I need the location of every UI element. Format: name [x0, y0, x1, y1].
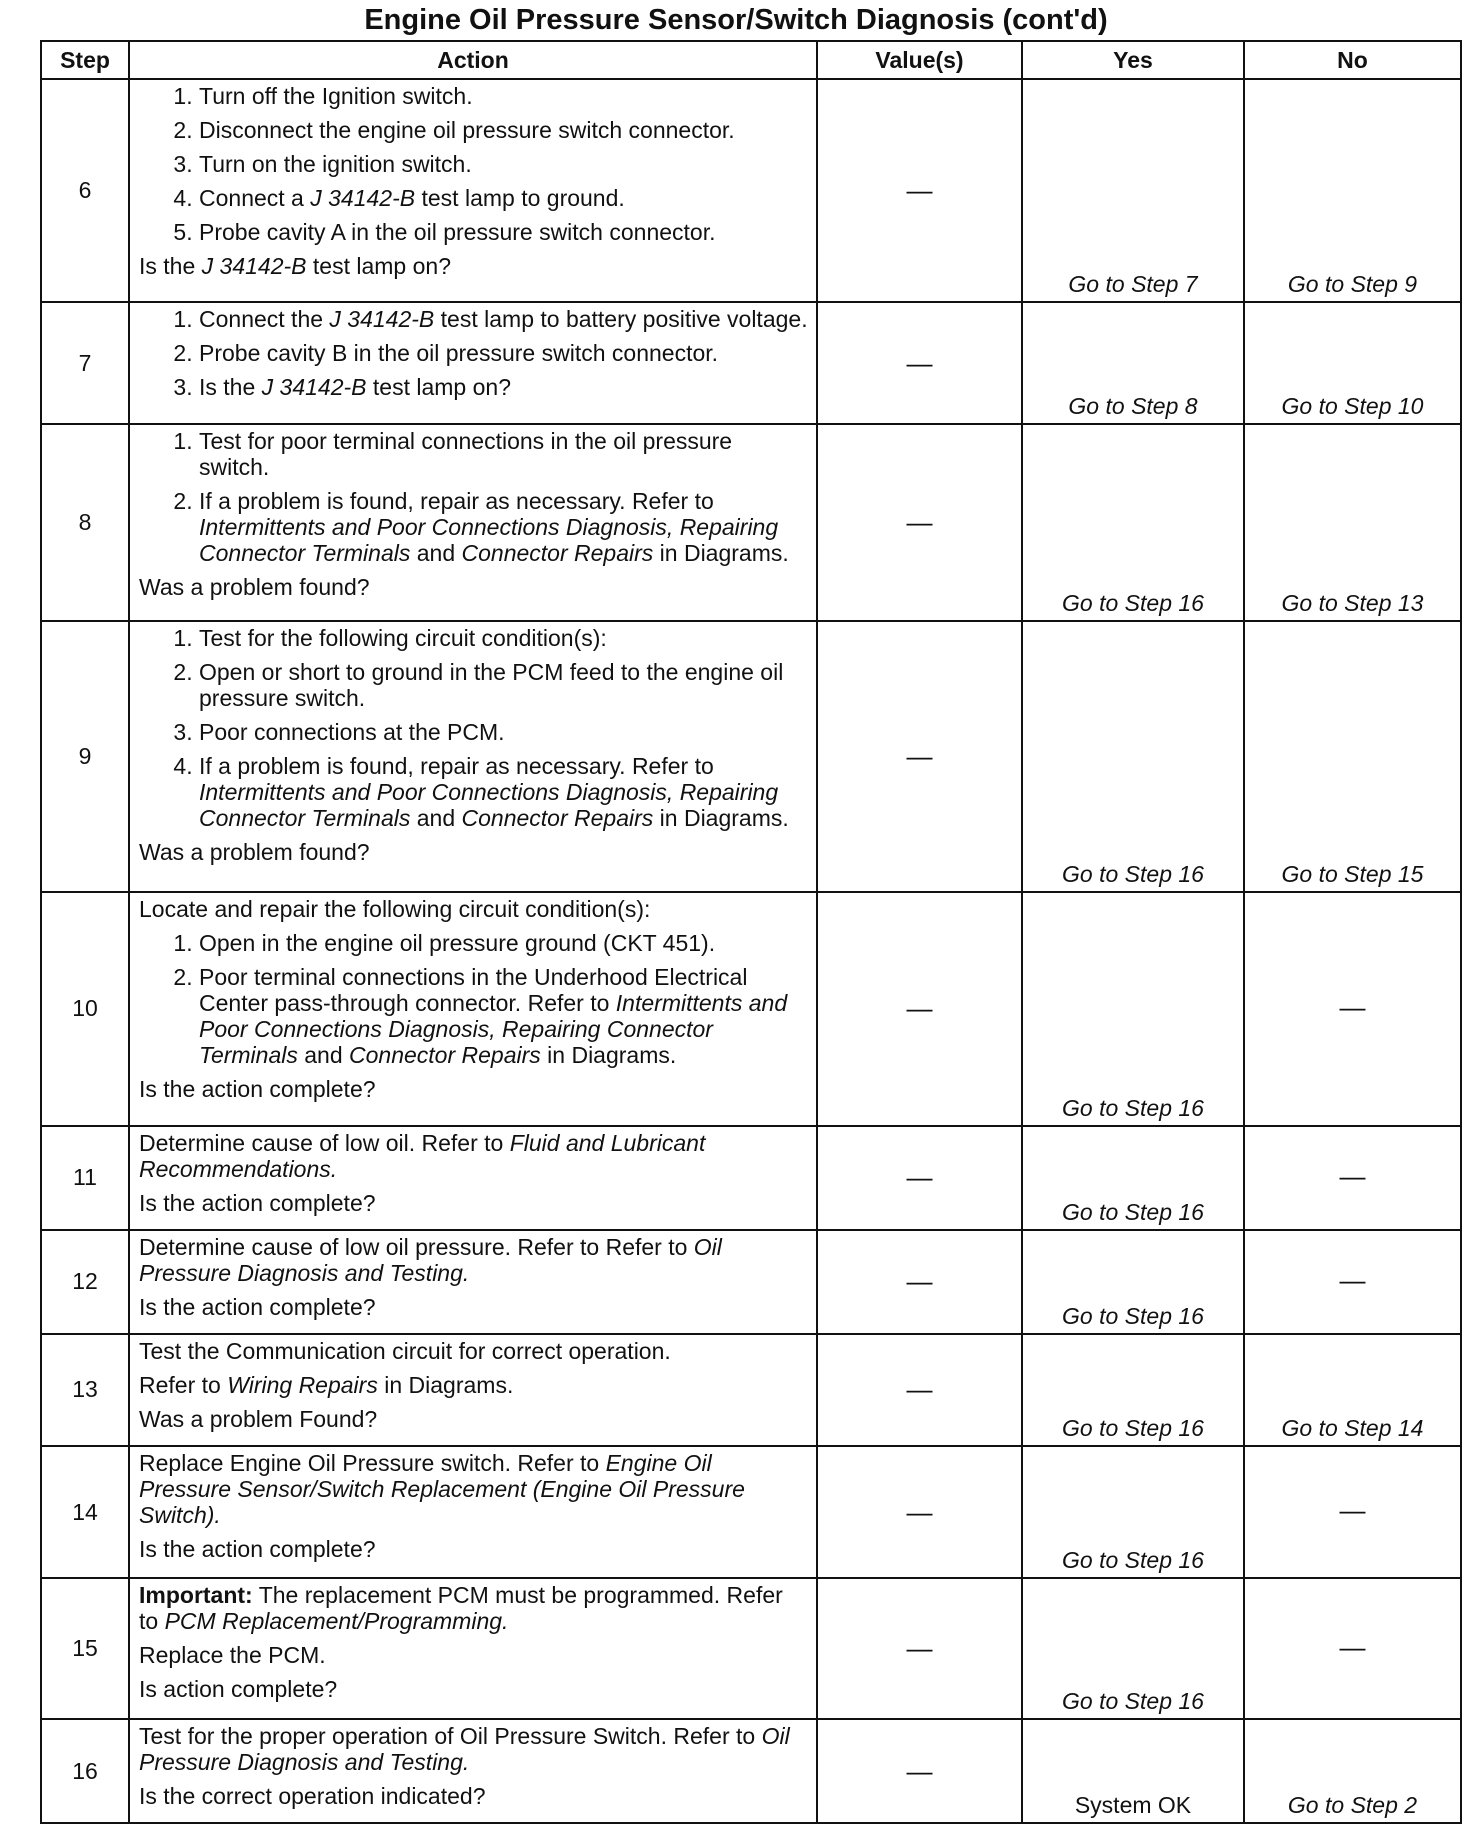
step-number: 14	[41, 1446, 129, 1578]
text-run: Determine cause of low oil pressure. Refer to Refer to	[139, 1233, 694, 1260]
text-run: and	[410, 805, 462, 832]
no-result: Go to Step 9	[1244, 79, 1461, 302]
action-paragraph	[139, 1723, 808, 1775]
text-run: test lamp to ground.	[415, 185, 625, 211]
action-cell	[129, 892, 817, 1126]
italic-reference: Intermittents and Poor Connections Diagnosis, Repairing Connector Terminals	[199, 514, 779, 567]
action-paragraph	[139, 1536, 808, 1562]
italic-reference: J 34142-B	[261, 374, 367, 400]
text-run: Probe cavity B in the oil pressure switch connector.	[199, 340, 719, 366]
action-cell	[129, 79, 817, 302]
action-steps-list	[139, 306, 808, 400]
text-run: Test for the proper operation of Oil Pressure Switch. Refer to	[139, 1723, 762, 1749]
yes-result: Go to Step 16	[1022, 424, 1244, 621]
text-run: in Diagrams.	[377, 1371, 514, 1398]
text-run: Test for poor terminal connections in the oil pressure switch.	[199, 428, 733, 481]
text-run: Was a problem found?	[139, 839, 370, 866]
text-run: If a problem is found, repair as necessary. Refer to	[199, 488, 714, 515]
action-question	[139, 1076, 808, 1102]
text-run: Is the action complete?	[139, 1075, 376, 1102]
italic-reference: PCM Replacement/Programming.	[164, 1608, 509, 1635]
step-number: 13	[41, 1334, 129, 1447]
italic-reference: J 34142-B	[310, 185, 416, 211]
no-result: Go to Step 10	[1244, 302, 1461, 424]
text-run: Is the	[199, 374, 262, 400]
action-question	[139, 253, 808, 279]
text-run: in Diagrams.	[540, 1041, 677, 1068]
text-run: test lamp on?	[306, 253, 451, 279]
text-run: Turn off the Ignition switch.	[199, 83, 473, 109]
text-run: Poor terminal connections in the Underhood Electrical Center pass-through connector. Refer to	[199, 963, 748, 1016]
table-row	[41, 621, 1461, 892]
yes-result: Go to Step 16	[1022, 1126, 1244, 1230]
text-run: Replace Engine Oil Pressure switch. Refer to	[139, 1450, 606, 1477]
italic-reference: Connector Repairs	[461, 805, 654, 832]
text-run: Connect the	[199, 306, 330, 332]
yes-result: Go to Step 8	[1022, 302, 1244, 424]
action-paragraph	[139, 1582, 808, 1634]
value-cell: —	[817, 1719, 1022, 1823]
action-steps-list	[139, 930, 808, 1068]
text-run: Is the correct operation indicated?	[139, 1783, 486, 1809]
value-cell: —	[817, 1126, 1022, 1230]
action-paragraph	[139, 1190, 808, 1216]
text-run: and	[410, 540, 462, 567]
action-cell	[129, 302, 817, 424]
action-step-item	[199, 151, 808, 177]
italic-reference: J 34142-B	[201, 253, 307, 279]
text-run: Is the	[139, 253, 202, 279]
action-step-item	[199, 117, 808, 143]
action-paragraph	[139, 1450, 808, 1528]
text-run: Was a problem found?	[139, 574, 370, 601]
action-step-item	[199, 753, 808, 831]
text-run: Replace the PCM.	[139, 1642, 326, 1669]
action-paragraph	[139, 1783, 808, 1809]
italic-reference: Oil Pressure Diagnosis and Testing.	[139, 1723, 790, 1775]
value-cell: —	[817, 1334, 1022, 1447]
value-cell: —	[817, 1578, 1022, 1719]
action-step-item	[199, 719, 808, 745]
action-steps-list	[139, 428, 808, 566]
action-step-item	[199, 374, 808, 400]
header-values: Value(s)	[817, 41, 1022, 79]
value-cell: —	[817, 1446, 1022, 1578]
text-run: and	[297, 1041, 350, 1068]
action-step-item	[199, 488, 808, 566]
text-run: test lamp to battery positive voltage.	[434, 306, 808, 332]
step-number: 16	[41, 1719, 129, 1823]
action-step-item	[199, 625, 808, 651]
action-paragraph	[139, 1234, 808, 1286]
yes-result: Go to Step 16	[1022, 892, 1244, 1126]
action-cell	[129, 1126, 817, 1230]
text-run: Turn on the ignition switch.	[199, 151, 472, 177]
action-paragraph	[139, 1642, 808, 1668]
text-run: in Diagrams.	[653, 540, 789, 567]
action-cell	[129, 424, 817, 621]
table-row	[41, 1578, 1461, 1719]
step-number: 10	[41, 892, 129, 1126]
step-number: 11	[41, 1126, 129, 1230]
italic-reference: Intermittents and Poor Connections Diagnosis, Repairing Connector Terminals	[199, 989, 788, 1068]
text-run: Is the action complete?	[139, 1189, 376, 1216]
action-question	[139, 839, 808, 865]
action-steps-list	[139, 625, 808, 831]
no-result: —	[1244, 1230, 1461, 1334]
italic-reference: Oil Pressure Diagnosis and Testing.	[139, 1233, 722, 1286]
step-number: 9	[41, 621, 129, 892]
header-no: No	[1244, 41, 1461, 79]
action-step-item	[199, 964, 808, 1068]
text-run: Is the action complete?	[139, 1536, 376, 1563]
action-cell	[129, 1719, 817, 1823]
yes-result: Go to Step 16	[1022, 621, 1244, 892]
no-result: —	[1244, 1126, 1461, 1230]
italic-reference: Intermittents and Poor Connections Diagnosis, Repairing Connector Terminals	[199, 779, 779, 832]
table-row	[41, 79, 1461, 302]
table-row	[41, 1334, 1461, 1447]
action-steps-list	[139, 83, 808, 245]
action-cell	[129, 621, 817, 892]
text-run: Is the action complete?	[139, 1293, 376, 1320]
action-paragraph	[139, 1294, 808, 1320]
table-row	[41, 1719, 1461, 1823]
action-paragraph	[139, 1676, 808, 1702]
yes-result: Go to Step 16	[1022, 1334, 1244, 1447]
text-run: Test for the following circuit condition(s):	[199, 625, 607, 652]
diagnosis-table	[40, 40, 1462, 1824]
action-step-item	[199, 930, 808, 956]
text-run: Is action complete?	[139, 1676, 338, 1703]
no-result: —	[1244, 1578, 1461, 1719]
action-cell	[129, 1230, 817, 1334]
bold-text: Important:	[139, 1582, 253, 1609]
text-run: The replacement PCM must be programmed. Refer to	[139, 1582, 783, 1635]
text-run: If a problem is found, repair as necessary. Refer to	[199, 753, 714, 780]
step-number: 12	[41, 1230, 129, 1334]
action-paragraph	[139, 1372, 808, 1398]
table-row	[41, 424, 1461, 621]
action-paragraph	[139, 1338, 808, 1364]
action-paragraph	[139, 1130, 808, 1182]
header-action: Action	[129, 41, 817, 79]
italic-reference: Connector Repairs	[461, 540, 654, 567]
value-cell: —	[817, 302, 1022, 424]
step-number: 6	[41, 79, 129, 302]
no-result: —	[1244, 892, 1461, 1126]
yes-result: System OK	[1022, 1719, 1244, 1823]
header-step: Step	[41, 41, 129, 79]
table-row	[41, 1126, 1461, 1230]
action-question	[139, 574, 808, 600]
text-run: Refer to	[139, 1371, 228, 1398]
no-result: —	[1244, 1446, 1461, 1578]
italic-reference: Engine Oil Pressure Sensor/Switch Replacement (Engine Oil Pressure Switch).	[139, 1450, 745, 1529]
step-number: 15	[41, 1578, 129, 1719]
step-number: 8	[41, 424, 129, 621]
text-run: Poor connections at the PCM.	[199, 719, 505, 746]
text-run: Open in the engine oil pressure ground (CKT 451).	[199, 929, 716, 956]
action-step-item	[199, 185, 808, 211]
action-step-item	[199, 428, 808, 480]
action-step-item	[199, 83, 808, 109]
yes-result: Go to Step 16	[1022, 1446, 1244, 1578]
text-run: Was a problem Found?	[139, 1405, 378, 1432]
text-run: Test the Communication circuit for correct operation.	[139, 1337, 671, 1364]
table-header-row	[41, 41, 1461, 79]
value-cell: —	[817, 892, 1022, 1126]
no-result: Go to Step 2	[1244, 1719, 1461, 1823]
table-row	[41, 1230, 1461, 1334]
value-cell: —	[817, 1230, 1022, 1334]
action-paragraph	[139, 896, 808, 922]
italic-reference: J 34142-B	[329, 306, 435, 332]
value-cell: —	[817, 79, 1022, 302]
action-cell	[129, 1334, 817, 1447]
text-run: in Diagrams.	[653, 805, 789, 832]
table-row	[41, 1446, 1461, 1578]
text-run: Connect a	[199, 185, 311, 211]
yes-result: Go to Step 16	[1022, 1230, 1244, 1334]
text-run: Open or short to ground in the PCM feed to the engine oil pressure switch.	[199, 659, 784, 712]
text-run: Disconnect the engine oil pressure switch connector.	[199, 117, 735, 143]
action-step-item	[199, 219, 808, 245]
text-run: test lamp on?	[366, 374, 511, 400]
italic-reference: Connector Repairs	[349, 1041, 541, 1068]
action-cell	[129, 1578, 817, 1719]
action-step-item	[199, 340, 808, 366]
action-step-item	[199, 306, 808, 332]
text-run: Locate and repair the following circuit condition(s):	[139, 895, 651, 922]
italic-reference: Fluid and Lubricant Recommendations.	[139, 1129, 706, 1182]
yes-result: Go to Step 7	[1022, 79, 1244, 302]
table-row	[41, 892, 1461, 1126]
action-paragraph	[139, 1406, 808, 1432]
table-row	[41, 302, 1461, 424]
action-cell	[129, 1446, 817, 1578]
step-number: 7	[41, 302, 129, 424]
yes-result: Go to Step 16	[1022, 1578, 1244, 1719]
italic-reference: Wiring Repairs	[227, 1371, 378, 1398]
no-result: Go to Step 13	[1244, 424, 1461, 621]
no-result: Go to Step 14	[1244, 1334, 1461, 1447]
header-yes: Yes	[1022, 41, 1244, 79]
text-run: Determine cause of low oil. Refer to	[139, 1129, 510, 1156]
value-cell: —	[817, 621, 1022, 892]
no-result: Go to Step 15	[1244, 621, 1461, 892]
action-step-item	[199, 659, 808, 711]
value-cell: —	[817, 424, 1022, 621]
text-run: Probe cavity A in the oil pressure switch connector.	[199, 219, 716, 245]
page-title: Engine Oil Pressure Sensor/Switch Diagnosis (cont'd)	[364, 4, 1108, 36]
